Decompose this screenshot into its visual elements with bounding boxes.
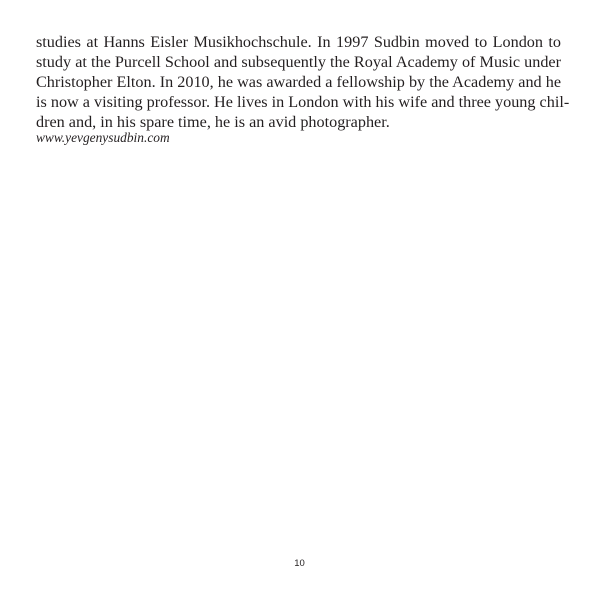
page-number: 10	[294, 558, 305, 569]
biography-paragraph	[36, 32, 570, 132]
website-url: www.yevgenysudbin.com	[36, 130, 170, 145]
paragraph-line-2: study at the Purcell School and subsequently the Royal Academy of Music under	[36, 53, 561, 72]
paragraph-line-3: Christopher Elton. In 2010, he was awarded a fellowship by the Academy and he	[36, 73, 561, 92]
paragraph-line-4: is now a visiting professor. He lives in London with his wife and three young chil-	[36, 93, 570, 112]
paragraph-line-1: studies at Hanns Eisler Musikhochschule. In 1997 Sudbin moved to London to	[36, 33, 561, 51]
paragraph-line-5: dren and, in his spare time, he is an avid photographer.	[36, 113, 390, 132]
